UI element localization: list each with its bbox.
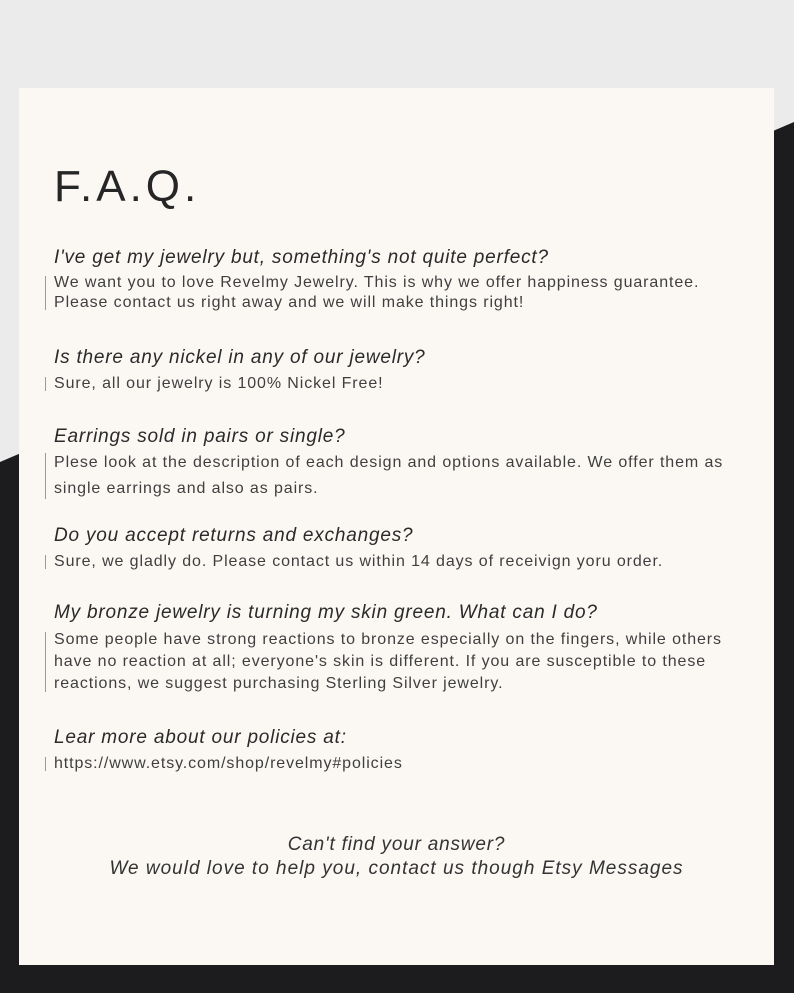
faq-answer-text: Sure, we gladly do. Please contact us within 14 days of receivign yoru order. (54, 553, 664, 570)
faq-item (54, 346, 754, 394)
faq-question: Earrings sold in pairs or single? (54, 426, 346, 447)
answer-divider (45, 632, 46, 692)
answer-divider (45, 555, 46, 569)
faq-item (54, 726, 754, 774)
faq-item (54, 524, 754, 572)
answer-divider (45, 276, 46, 310)
faq-answer (54, 552, 754, 572)
page-title: F.A.Q. (54, 162, 201, 211)
policies-link[interactable] (54, 754, 754, 774)
answer-divider (45, 377, 46, 391)
faq-question: Is there any nickel in any of our jewelry? (54, 347, 426, 368)
faq-question: My bronze jewelry is turning my skin green. What can I do? (54, 602, 598, 623)
faq-item (54, 246, 754, 313)
footer-contact-text: We would love to help you, contact us though Etsy Messages (109, 858, 684, 879)
faq-question: Do you accept returns and exchanges? (54, 525, 414, 546)
faq-item (54, 425, 754, 502)
faq-question: I've get my jewelry but, something's not quite perfect? (54, 247, 549, 268)
faq-answer-text: We want you to love Revelmy Jewelry. This is why we offer happiness guarantee. Please contact us right away and we will make things right! (54, 274, 700, 311)
faq-answer-text: Plese look at the description of each design and options available. We offer them as single earrings and also as pairs. (54, 454, 724, 497)
faq-answer (54, 273, 754, 313)
policies-link-text[interactable]: https://www.etsy.com/shop/revelmy#policies (54, 755, 403, 772)
footer-question: Can't find your answer? (287, 834, 506, 855)
faq-answer-text: Sure, all our jewelry is 100% Nickel Free! (54, 375, 384, 392)
answer-divider (45, 757, 46, 771)
answer-divider (45, 453, 46, 499)
faq-answer (54, 450, 754, 502)
faq-question: Lear more about our policies at: (54, 727, 347, 748)
faq-answer-text: Some people have strong reactions to bronze especially on the fingers, while others have no reaction at all; everyone's skin is different. If you are susceptible to these reactions, we suggest purchasing Sterling Silver jewelry. (54, 631, 722, 692)
faq-answer (54, 629, 754, 695)
faq-answer (54, 374, 754, 394)
faq-card (19, 88, 774, 965)
faq-item (54, 601, 754, 695)
contact-footer (19, 833, 774, 881)
